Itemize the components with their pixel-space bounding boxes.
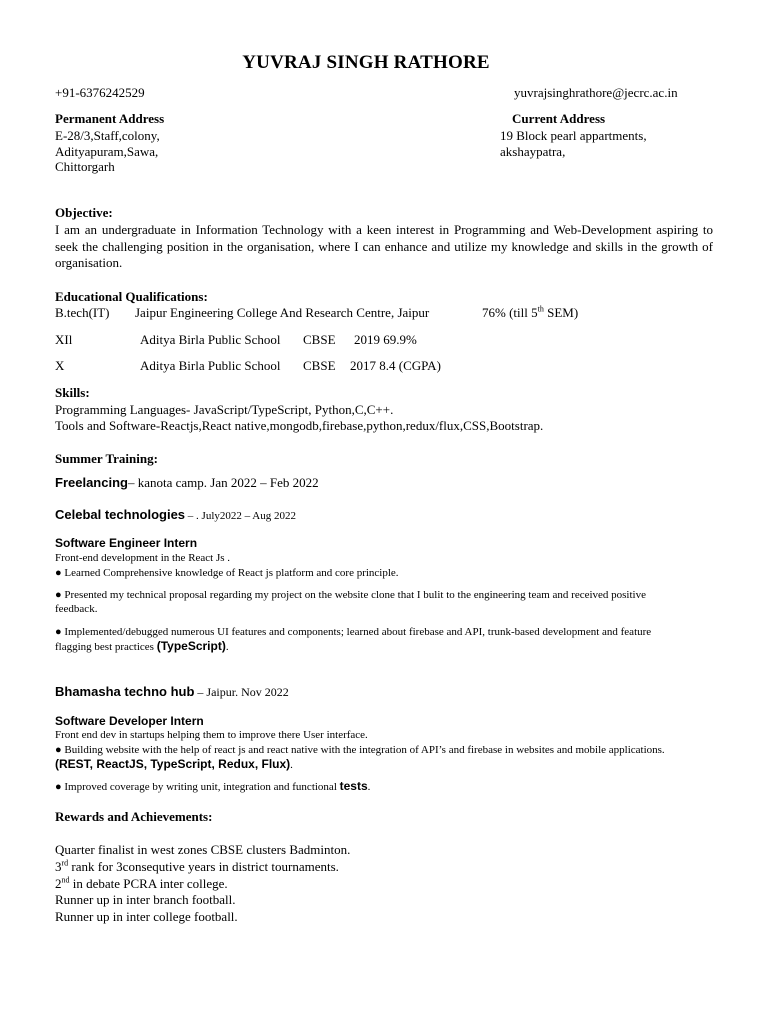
candidate-name: YUVRAJ SINGH RATHORE <box>242 52 490 73</box>
current-address-line: akshaypatra, <box>500 144 566 159</box>
bullet-item: ● Presented my technical proposal regarding my project on the website clone that I bulit to the engineering team and received positive feedback. <box>55 589 646 615</box>
result: 2019 69.9% <box>354 332 417 347</box>
institution: Jaipur Engineering College And Research Centre, Jaipur <box>135 305 430 320</box>
entry-detail: – . July2022 – Aug 2022 <box>185 510 296 522</box>
board: CBSE <box>303 332 336 347</box>
bullet-item: ● Implemented/debugged numerous UI features and components; learned about firebase and API, trunk-based development and feature flagging best practices (TypeScript). <box>55 626 652 653</box>
reward-item: Runner up in inter college football. <box>55 909 238 924</box>
freelancing-entry <box>55 475 319 491</box>
objective-heading: Objective: <box>55 205 113 220</box>
degree: X <box>55 358 65 373</box>
company-name: Freelancing <box>55 475 128 490</box>
institution: Aditya Birla Public School <box>140 332 281 347</box>
company-name: Bhamasha techno hub <box>55 684 195 699</box>
institution: Aditya Birla Public School <box>140 358 281 373</box>
role-summary: Front-end development in the React Js . <box>55 552 231 564</box>
objective-text: I am an undergraduate in Information Technology with a keen interest in Programming and Web-Development aspiring to seek the challenging position in the organisation, where I can enhance and utilize my knowledge and skills in the growth of organisation. <box>55 222 713 270</box>
permanent-address-line: Adityapuram,Sawa, <box>55 144 159 159</box>
permanent-address-heading: Permanent Address <box>55 111 165 126</box>
score: 76% (till 5th SEM) <box>482 304 579 320</box>
skills-line: Programming Languages- JavaScript/TypeScript, Python,C,C++. <box>55 402 394 417</box>
current-address-line: 19 Block pearl appartments, <box>500 128 647 143</box>
entry-detail: – kanota camp. Jan 2022 – Feb 2022 <box>127 475 319 490</box>
permanent-address-line: Chittorgarh <box>55 159 115 174</box>
company-name: Celebal technologies <box>55 507 186 522</box>
reward-item: Quarter finalist in west zones CBSE clusters Badminton. <box>55 842 351 857</box>
permanent-address-line: E-28/3,Staff,colony, <box>55 128 160 143</box>
training-heading: Summer Training: <box>55 451 158 466</box>
email-address: yuvrajsinghrathore@jecrc.ac.in <box>514 85 678 100</box>
reward-item: 3rd rank for 3consequtive years in district tournaments. <box>55 858 339 874</box>
phone-number: +91-6376242529 <box>55 85 145 100</box>
result: 2017 8.4 (CGPA) <box>350 358 441 373</box>
education-heading: Educational Qualifications: <box>55 289 208 304</box>
degree: B.tech(IT) <box>55 305 110 320</box>
role-title: Software Developer Intern <box>55 714 204 728</box>
reward-item: 2nd in debate PCRA inter college. <box>55 875 228 891</box>
bullet-item: ● Improved coverage by writing unit, integration and functional tests. <box>55 779 371 793</box>
bullet-item: ● Building website with the help of react js and react native with the integration of API’s and firebase in websites and mobile applications. (REST, ReactJS, TypeScript, Redux, Flux). <box>55 744 665 771</box>
role-summary: Front end dev in startups helping them to improve there User interface. <box>55 729 368 741</box>
bhamasha-entry <box>55 684 289 700</box>
board: CBSE <box>303 358 336 373</box>
degree: XIl <box>55 332 73 347</box>
celebal-entry <box>55 507 296 524</box>
reward-item: Runner up in inter branch football. <box>55 892 236 907</box>
bullet-item: ● Learned Comprehensive knowledge of React js platform and core principle. <box>55 567 399 579</box>
entry-detail: – Jaipur. Nov 2022 <box>194 685 289 699</box>
skills-line: Tools and Software-Reactjs,React native,mongodb,firebase,python,redux/flux,CSS,Bootstrap. <box>55 418 544 433</box>
skills-heading: Skills: <box>55 385 90 400</box>
role-title: Software Engineer Intern <box>55 536 198 550</box>
current-address-heading: Current Address <box>512 111 606 126</box>
rewards-heading: Rewards and Achievements: <box>55 809 213 824</box>
